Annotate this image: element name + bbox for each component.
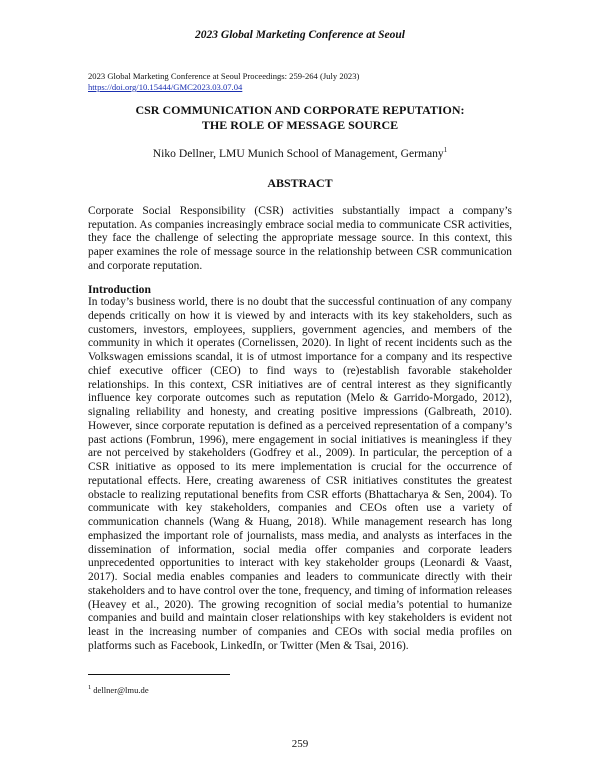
paper-title-line-1: CSR COMMUNICATION AND CORPORATE REPUTATION:: [135, 103, 465, 117]
paper-title-line-2: THE ROLE OF MESSAGE SOURCE: [201, 117, 399, 132]
running-header: 2023 Global Marketing Conference at Seoul: [195, 29, 405, 41]
footnote-divider: [88, 674, 230, 675]
footnote-email: dellner@lmu.de: [93, 684, 149, 695]
footnote-mark: 1: [88, 684, 92, 691]
proceedings-info: [88, 71, 359, 93]
footnote: [88, 684, 149, 695]
abstract-heading: ABSTRACT: [267, 176, 333, 190]
doi-link[interactable]: https://doi.org/10.15444/GMC2023.03.07.04: [88, 82, 243, 92]
proceedings-citation: 2023 Global Marketing Conference at Seoul Proceedings: 259-264 (July 2023): [88, 71, 360, 81]
paper-title: [0, 103, 600, 132]
abstract-text: Corporate Social Responsibility (CSR) activities substantially impact a company’s reputation. As companies increasingly embrace social media to communicate CSR activities, they face the challenge of selecting the appropriate message source. In this context, this paper examines the role of message source in the relationship between CSR communication and corporate reputation.: [88, 205, 512, 272]
introduction-text: In today’s business world, there is no doubt that the successful continuation of any company depends critically on how it is viewed by and interacts with its key stakeholders, such as customers, investors, employees, suppliers, government agencies, and members of the community in which it operates (Cornelissen, 2020). In light of recent incidents such as the Volkswagen emissions scandal, it is of utmost importance for a company and its respective chief executive officer (CEO) to find ways to (re)establish favorable stakeholder relationships. In this context, CSR initiatives are of central interest as they significantly influence key corporate outcomes such as reputation (Melo & Garrido-Morgado, 2012), signaling reliability and honesty, and creating positive impressions (Galbreath, 2010). However, since corporate reputation is defined as a perceived representation of a company’s past actions (Fombrun, 1996), mere engagement in social initiatives is meaningless if they are not perceived by stakeholders (Godfrey et al., 2009). In particular, the perception of a CSR initiative as opposed to its mere implementation is crucial for the occurrence of reputational effects. Here, creating awareness of CSR initiatives constitutes the greatest obstacle to realizing reputational benefits from CSR efforts (Bhattacharya & Sen, 2004). To communicate with key stakeholders, companies and CEOs often use a variety of communication channels (Wang & Huang, 2018). While management research has long emphasized the important role of journalists, mass media, and analysts as interfaces in the dissemination of information, social media offer companies and corporate leaders unprecedented opportunities to interact with key stakeholder groups (Leonardi & Vaast, 2017). Social media enables companies and leaders to communicate directly with their stakeholders and to have control over the tone, frequency, and timing of information releases (Heavey et al., 2020). The growing recognition of social media’s potential to humanize companies and build and maintain closer relationships with key stakeholders is evident not least in the increasing number of companies and CEOs with social media profiles on platforms such as Facebook, LinkedIn, or Twitter (Men & Tsai, 2016).: [88, 296, 512, 652]
author-name: Niko Dellner, LMU Munich School of Management, Germany: [152, 146, 444, 160]
author-footnote-mark: 1: [443, 146, 448, 154]
page-number: 259: [291, 738, 309, 750]
author-line: [0, 146, 600, 160]
introduction-heading: Introduction: [88, 283, 151, 296]
